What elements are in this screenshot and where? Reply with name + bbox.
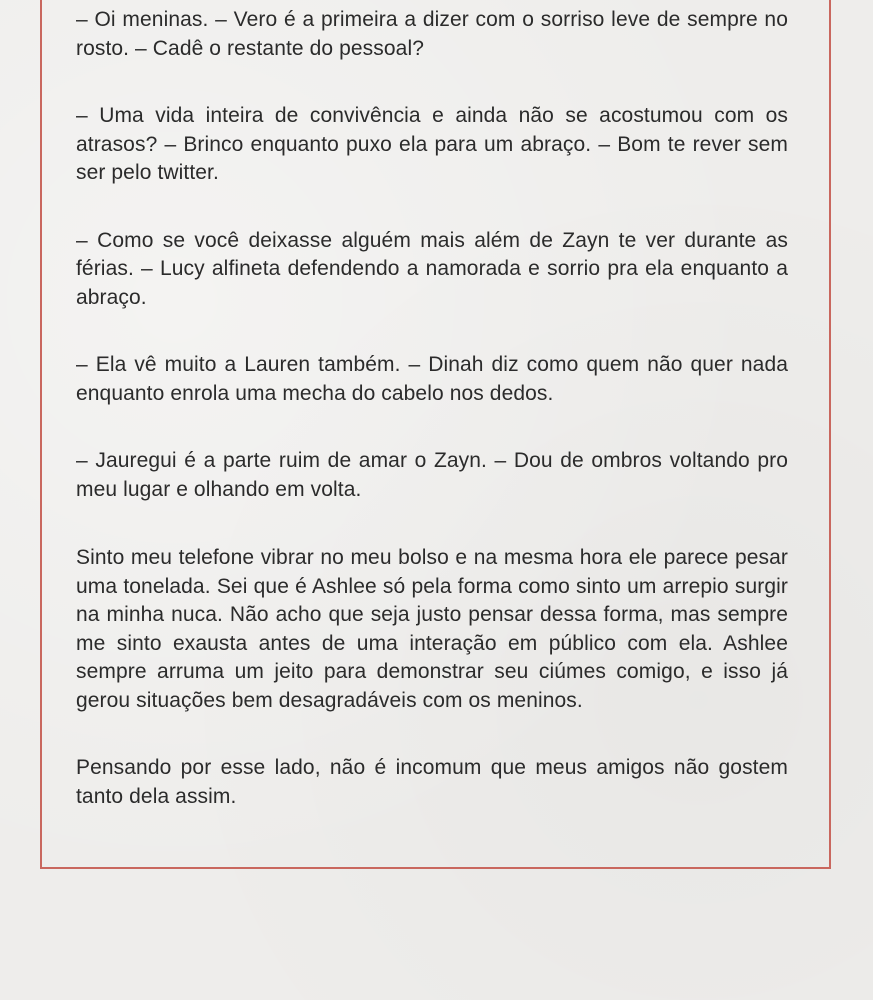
paragraph-1: – Oi meninas. – Vero é a primeira a dizer com o sorriso leve de sempre no rosto. – Cadê o restante do pessoal? — [76, 8, 788, 60]
paragraph-6: Sinto meu telefone vibrar no meu bolso e na mesma hora ele parece pesar uma tonelada. Sei que é Ashlee só pela forma como sinto um arrepio surgir na minha nuca. Não acho que seja justo pensar dessa forma, mas sempre me sinto exausta antes de uma interação em público com ela. Ashlee sempre arruma um jeito para demonstrar seu ciúmes comigo, e isso já gerou situações bem desagradáveis com os meninos. — [76, 546, 788, 712]
paragraph-5: – Jauregui é a parte ruim de amar o Zayn. – Dou de ombros voltando pro meu lugar e olhando em volta. — [76, 449, 788, 501]
story-text — [76, 6, 788, 811]
paragraph-3: – Como se você deixasse alguém mais além de Zayn te ver durante as férias. – Lucy alfineta defendendo a namorada e sorrio pra ela enquanto a abraço. — [76, 228, 788, 309]
paragraph-2: – Uma vida inteira de convivência e ainda não se acostumou com os atrasos? – Brinco enquanto puxo ela para um abraço. – Bom te rever sem ser pelo twitter. — [76, 104, 788, 184]
paragraph-7: Pensando por esse lado, não é incomum que meus amigos não gostem tanto dela assim. — [76, 756, 788, 808]
paragraph-4: – Ela vê muito a Lauren também. – Dinah diz como quem não quer nada enquanto enrola uma mecha do cabelo nos dedos. — [76, 353, 788, 405]
